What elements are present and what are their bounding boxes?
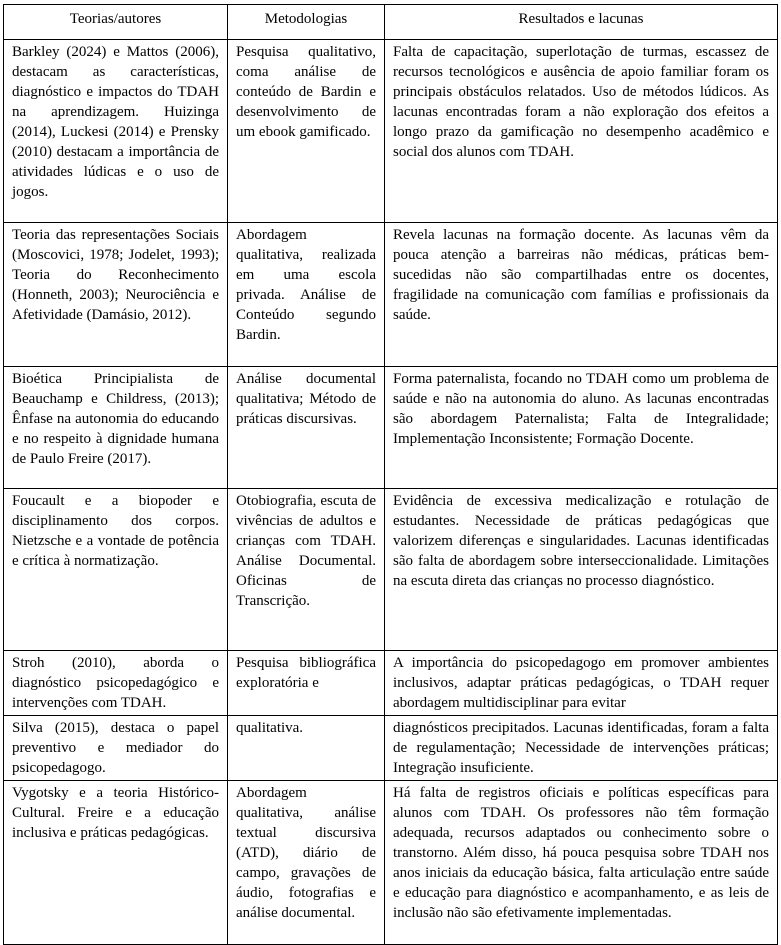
table-row <box>4 651 778 716</box>
theories-cell: Bioética Principialista de Beauchamp e Childress, (2013); Ênfase na autonomia do educando e no respeito à dignidade humana de Paulo Freire (2017). <box>4 367 228 489</box>
results-cell: Evidência de excessiva medicalização e rotulação de estudantes. Necessidade de práticas pedagógicas que valorizem diferenças e singularidades. Lacunas identificadas são falta de abordagem sobre interseccionalidade. Limitações na escuta direta das crianças no processo diagnóstico. <box>385 489 778 651</box>
results-cell: Revela lacunas na formação docente. As lacunas vêm da pouca atenção a barreiras não médicas, práticas bem-sucedidas não são compartilhadas entre os docentes, fragilidade na comunicação com famílias e profissionais da saúde. <box>385 223 778 367</box>
table-row <box>4 781 778 945</box>
theories-cell: Barkley (2024) e Mattos (2006), destacam as características, diagnóstico e impactos do TDAH na aprendizagem. Huizinga (2014), Luckesi (2014) e Prensky (2010) destacam a importância de atividades lúdicas e o uso de jogos. <box>4 40 228 223</box>
results-cell: Falta de capacitação, superlotação de turmas, escassez de recursos tecnológicos e ausência de apoio familiar foram os principais obstáculos relatados. Uso de métodos lúdicos. As lacunas encontradas foram a não exploração dos efeitos a longo prazo da gamificação no desempenho acadêmico e social dos alunos com TDAH. <box>385 40 778 223</box>
methods-cell: Abordagem qualitativa, análise textual discursiva (ATD), diário de campo, gravações de áudio, fotografias e análise documental. <box>228 781 385 945</box>
results-cell: diagnósticos precipitados. Lacunas identificadas, foram a falta de regulamentação; Necessidade de intervenções práticas; Integração insuficiente. <box>385 716 778 781</box>
methods-cell: Abordagem qualitativa, realizada em uma escola privada. Análise de Conteúdo segundo Bardin. <box>228 223 385 367</box>
results-cell: A importância do psicopedagogo em promover ambientes inclusivos, adaptar práticas pedagógicas, o TDAH requer abordagem multidisciplinar para evitar <box>385 651 778 716</box>
theories-cell: Stroh (2010), aborda o diagnóstico psicopedagógico e intervenções com TDAH. <box>4 651 228 716</box>
theories-cell: Vygotsky e a teoria Histórico-Cultural. Freire e a educação inclusiva e práticas pedagógicas. <box>4 781 228 945</box>
methods-cell: Otobiografia, escuta de vivências de adultos e crianças com TDAH. Análise Documental. Oficinas de Transcrição. <box>228 489 385 651</box>
theories-cell: Silva (2015), destaca o papel preventivo e mediador do psicopedagogo. <box>4 716 228 781</box>
literature-review-table <box>3 4 778 945</box>
table-row <box>4 367 778 489</box>
theories-cell: Teoria das representações Sociais (Moscovici, 1978; Jodelet, 1993); Teoria do Reconhecimento (Honneth, 2003); Neurociência e Afetividade (Damásio, 2012). <box>4 223 228 367</box>
methods-cell: Análise documental qualitativa; Método de práticas discursivas. <box>228 367 385 489</box>
methods-cell: qualitativa. <box>228 716 385 781</box>
table-row <box>4 40 778 223</box>
methods-cell: Pesquisa qualitativo, coma análise de conteúdo de Bardin e desenvolvimento de um ebook gamificado. <box>228 40 385 223</box>
header-methods: Metodologias <box>228 5 385 40</box>
header-theories: Teorias/autores <box>4 5 228 40</box>
methods-cell: Pesquisa bibliográfica exploratória e <box>228 651 385 716</box>
results-cell: Forma paternalista, focando no TDAH como um problema de saúde e não na autonomia do aluno. As lacunas encontradas são abordagem Paternalista; Falta de Integralidade; Implementação Inconsistente; Formação Docente. <box>385 367 778 489</box>
table-row <box>4 716 778 781</box>
results-cell: Há falta de registros oficiais e políticas específicas para alunos com TDAH. Os professores não têm formação adequada, recursos adaptados ou conhecimento sobre o transtorno. Além disso, há pouca pesquisa sobre TDAH nos anos iniciais da educação básica, falta articulação entre saúde e educação para diagnóstico e acompanhamento, e as leis de inclusão não são efetivamente implementadas. <box>385 781 778 945</box>
theories-cell: Foucault e a biopoder e disciplinamento dos corpos. Nietzsche e a vontade de potência e crítica à normatização. <box>4 489 228 651</box>
header-row <box>4 5 778 40</box>
table-row <box>4 223 778 367</box>
table-row <box>4 489 778 651</box>
header-results: Resultados e lacunas <box>385 5 778 40</box>
